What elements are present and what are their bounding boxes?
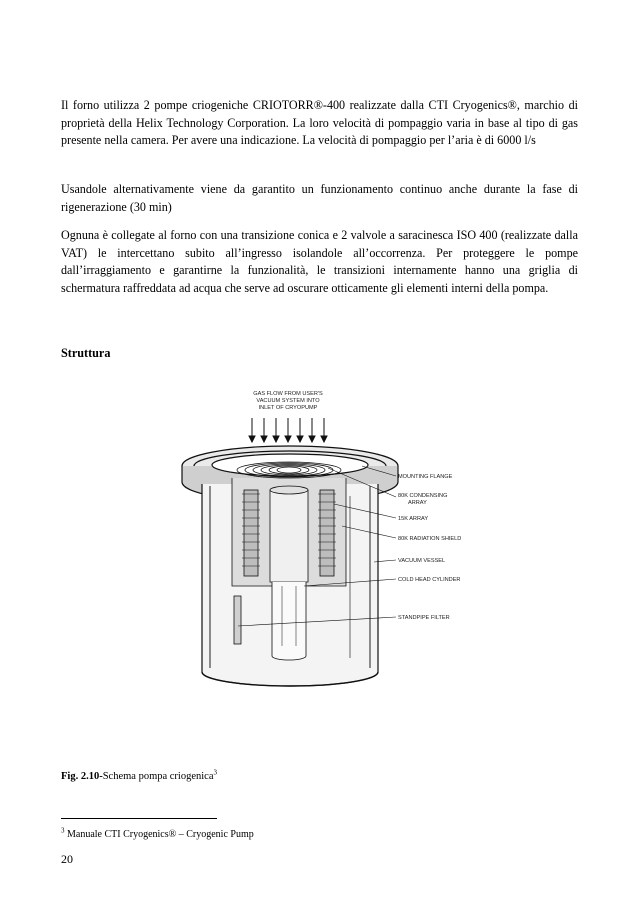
- page-number: 20: [61, 852, 73, 866]
- paragraph-2: Usandole alternativamente viene da garantito un funzionamento continuo anche durante la fase di rigenerazione (30 min): [61, 182, 578, 214]
- label-cold-head-cylinder: COLD HEAD CYLINDER: [398, 577, 461, 583]
- label-vacuum-vessel: VACUUM VESSEL: [398, 558, 446, 564]
- label-80k-condensing: 80K CONDENSING: [398, 493, 448, 499]
- label-standpipe-filter: STANDPIPE FILTER: [398, 615, 450, 621]
- figure-caption: [61, 768, 217, 782]
- paragraph-3: Ognuna è collegate al forno con una transizione conica e 2 valvole a saracinesca ISO 400 (realizzate dalla VAT) le intercettano subito all’ingresso isolandole all’occorrenza. Per proteggere le pompe dall’irraggiamento e garantirne la funzionalità, le transizioni internamente hanno una griglia di schermatura raffreddata ad acqua che serve ad oscurare otticamente gli elementi interni della pompa.: [61, 228, 578, 295]
- gas-flow-label-1: GAS FLOW FROM USER'S: [253, 391, 323, 397]
- footnote-text: Manuale CTI Cryogenics® – Cryogenic Pump: [64, 829, 254, 840]
- label-array: ARRAY: [408, 500, 427, 506]
- caption-text: Schema pompa criogenica: [102, 771, 214, 782]
- cryopump-diagram: [170, 386, 470, 698]
- footnote-number: 3: [61, 826, 65, 835]
- caption-label: Fig. 2.10-: [61, 771, 103, 782]
- caption-footnote-ref: 3: [213, 768, 217, 777]
- section-heading: Struttura: [61, 346, 111, 360]
- gas-flow-label-2: VACUUM SYSTEM INTO: [256, 398, 320, 404]
- footnote: [61, 826, 254, 840]
- gas-flow-arrows: [249, 418, 327, 442]
- footnote-rule: [61, 818, 217, 819]
- gas-flow-label-3: INLET OF CRYOPUMP: [258, 405, 318, 411]
- label-15k-array: 15K ARRAY: [398, 516, 429, 522]
- paragraph-1: Il forno utilizza 2 pompe criogeniche CRIOTORR®-400 realizzate dalla CTI Cryogenics®, marchio di proprietà della Helix Technology Corporation. La loro velocità di pompaggio varia in base al tipo di gas presente nella camera. Per avere una indicazione. La velocità di pompaggio per l’aria è di 6000 l/s: [61, 98, 578, 147]
- label-80k-radiation-shield: 80K RADIATION SHIELD: [398, 536, 462, 542]
- label-mounting-flange: MOUNTING FLANGE: [398, 474, 453, 480]
